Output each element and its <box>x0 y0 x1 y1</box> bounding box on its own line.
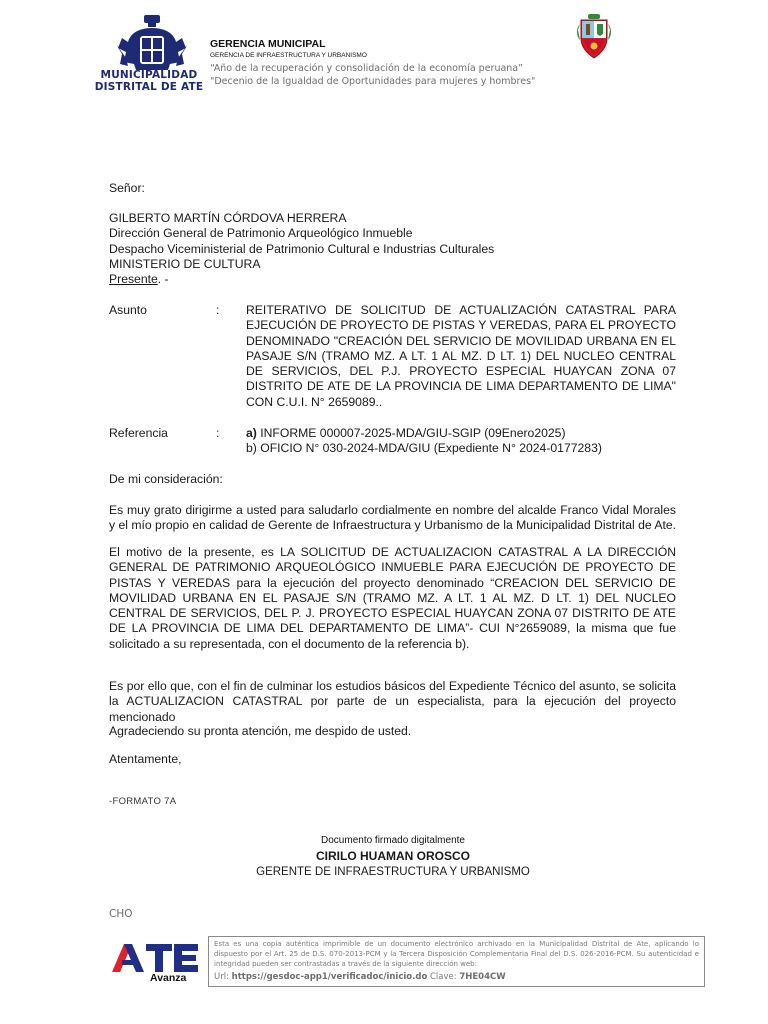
motto-decade: "Decenio de la Igualdad de Oportunidades para mujeres y hombres" <box>210 76 536 87</box>
paragraph-greeting: Es muy grato dirigirme a usted para saludarlo cordialmente en nombre del alcalde Franco Vidal Morales y el mío propio en calidad de Gerente de Infraestructura y Urbanismo de la Municipalidad Distrital de Ate. <box>109 503 677 533</box>
motto-year: “Año de la recuperación y consolidación de la economía peruana” <box>210 63 524 74</box>
addressee-vice-ministry: Despacho Viceministerial de Patrimonio Cultural e Industrias Culturales <box>109 241 495 256</box>
paragraph-thanks: Agradeciendo su pronta atención, me despido de usted. <box>109 724 412 738</box>
addressee-department: Dirección General de Patrimonio Arqueológico Inmueble <box>109 226 413 241</box>
key-label: Clave: <box>430 972 460 982</box>
referencia-list <box>246 426 676 457</box>
presente-word: Presente <box>109 272 158 287</box>
url-label: Url: <box>214 972 232 982</box>
peru-coat-of-arms-icon <box>572 14 616 60</box>
asunto-label: Asunto <box>109 303 147 317</box>
signature-block <box>0 834 768 880</box>
referencia-item-b: b) OFICIO N° 030-2024-MDA/GIU (Expediente N° 2024-0177283) <box>246 441 602 456</box>
salutation: Señor: <box>109 181 145 195</box>
addressee-block <box>109 211 494 287</box>
asunto-text: REITERATIVO DE SOLICITUD DE ACTUALIZACIÓN CATASTRAL PARA EJECUCIÓN DE PROYECTO DE PISTAS Y VEREDAS, PARA EL PROYECTO DENOMINADO "CREACIÓN DEL SERVICIO DE MOVILIDAD URBANA EN EL PASAJE S/N (TRAMO MZ. A LT. 1 AL MZ. D LT. 1) DEL NUCLEO CENTRAL DE SERVICIOS, DEL P.J. PROYECTO ESPECIAL HUAYCAN ZONA 07 DISTRITO DE ATE DE LA PROVINCIA DE LIMA DEPARTAMENTO DE LIMA" CON C.U.I. N° 2659089.. <box>246 303 676 409</box>
presente-suffix: . - <box>157 272 169 287</box>
referencia-label: Referencia <box>109 426 168 440</box>
closing-line: Atentamente, <box>109 752 182 766</box>
municipality-name: MUNICIPALIDAD DISTRITAL DE ATE <box>94 69 204 93</box>
verification-key: 7HE04CW <box>459 972 506 982</box>
sub-office-name: GERENCIA DE INFRAESTRUCTURA Y URBANISMO <box>210 52 367 59</box>
authenticity-notice-text: Esta es una copia auténtica imprimible de un documento electrónico archivado en la Municipalidad Distrital de Ate, aplicando lo dispuesto por el Art. 25 de D.S. 070-2013-PCM y la Tercera Disposición Complementaria Final del D.S. 026-2016-PCM. Su autenticidad e integridad pueden ser contrastadas a través de la siguiente dirección web: <box>214 940 699 968</box>
paragraph-request: Es por ello que, con el fin de culminar los estudios básicos del Expediente Técnico del asunto, se solicita la ACTUALIZACION CATASTRAL por parte de un especialista, para la ejecución del proyecto mencionado <box>109 679 676 724</box>
verification-row <box>214 971 699 983</box>
addressee-name: GILBERTO MARTÍN CÓRDOVA HERRERA <box>109 211 347 225</box>
presente-line <box>109 272 494 287</box>
header-text-block <box>210 38 535 88</box>
signer-title: GERENTE DE INFRAESTRUCTURA Y URBANISMO <box>256 866 530 878</box>
referencia-item-a <box>246 426 676 441</box>
author-initials: CHO <box>109 908 133 920</box>
referencia-colon: : <box>216 426 220 440</box>
paragraph-motive: El motivo de la presente, es LA SOLICITUD DE ACTUALIZACION CATASTRAL A LA DIRECCIÓN GENERAL DE PATRIMONIO ARQUEOLÓGICO INMUEBLE PARA EJECUCIÓN DE PROYECTO DE PISTAS Y VEREDAS para la ejecución del proyecto denominado “CREACION DEL SERVICIO DE MOVILIDAD URBANA EN EL PASAJE S/N (TRAMO MZ. A LT. 1 AL MZ. D LT. 1) DEL NUCLEO CENTRAL DE SERVICIOS, DEL P. J. PROYECTO ESPECIAL HUAYCAN ZONA 07 DISTRITO DE ATE DE LA PROVINCIA DE LIMA DEL DEPARTAMENTO DE LIMA”- CUI N°2659089, la misma que fue solicitado a su representada, con el documento de la referencia b). <box>109 545 676 651</box>
office-name: GERENCIA MUNICIPAL <box>210 38 326 50</box>
consideracion-line: De mi consideración: <box>109 472 223 486</box>
referencia-item-a-text: INFORME 000007-2025-MDA/GIU-SGIP (09Enero2025) <box>256 426 566 440</box>
digital-signature-note: Documento firmado digitalmente <box>321 835 465 846</box>
asunto-colon: : <box>216 303 220 317</box>
authenticity-notice-box <box>208 936 705 987</box>
verification-url-link[interactable]: https://gesdoc-app1/verificadoc/inicio.do <box>231 972 428 982</box>
signer-name: CIRILO HUAMAN OROSCO <box>316 849 470 863</box>
addressee-ministry: MINISTERIO DE CULTURA <box>109 256 261 271</box>
referencia-item-a-marker: a) <box>246 426 257 440</box>
ate-logo-tagline: Avanza <box>150 972 187 984</box>
formato-mark: -FORMATO 7A <box>109 796 177 807</box>
